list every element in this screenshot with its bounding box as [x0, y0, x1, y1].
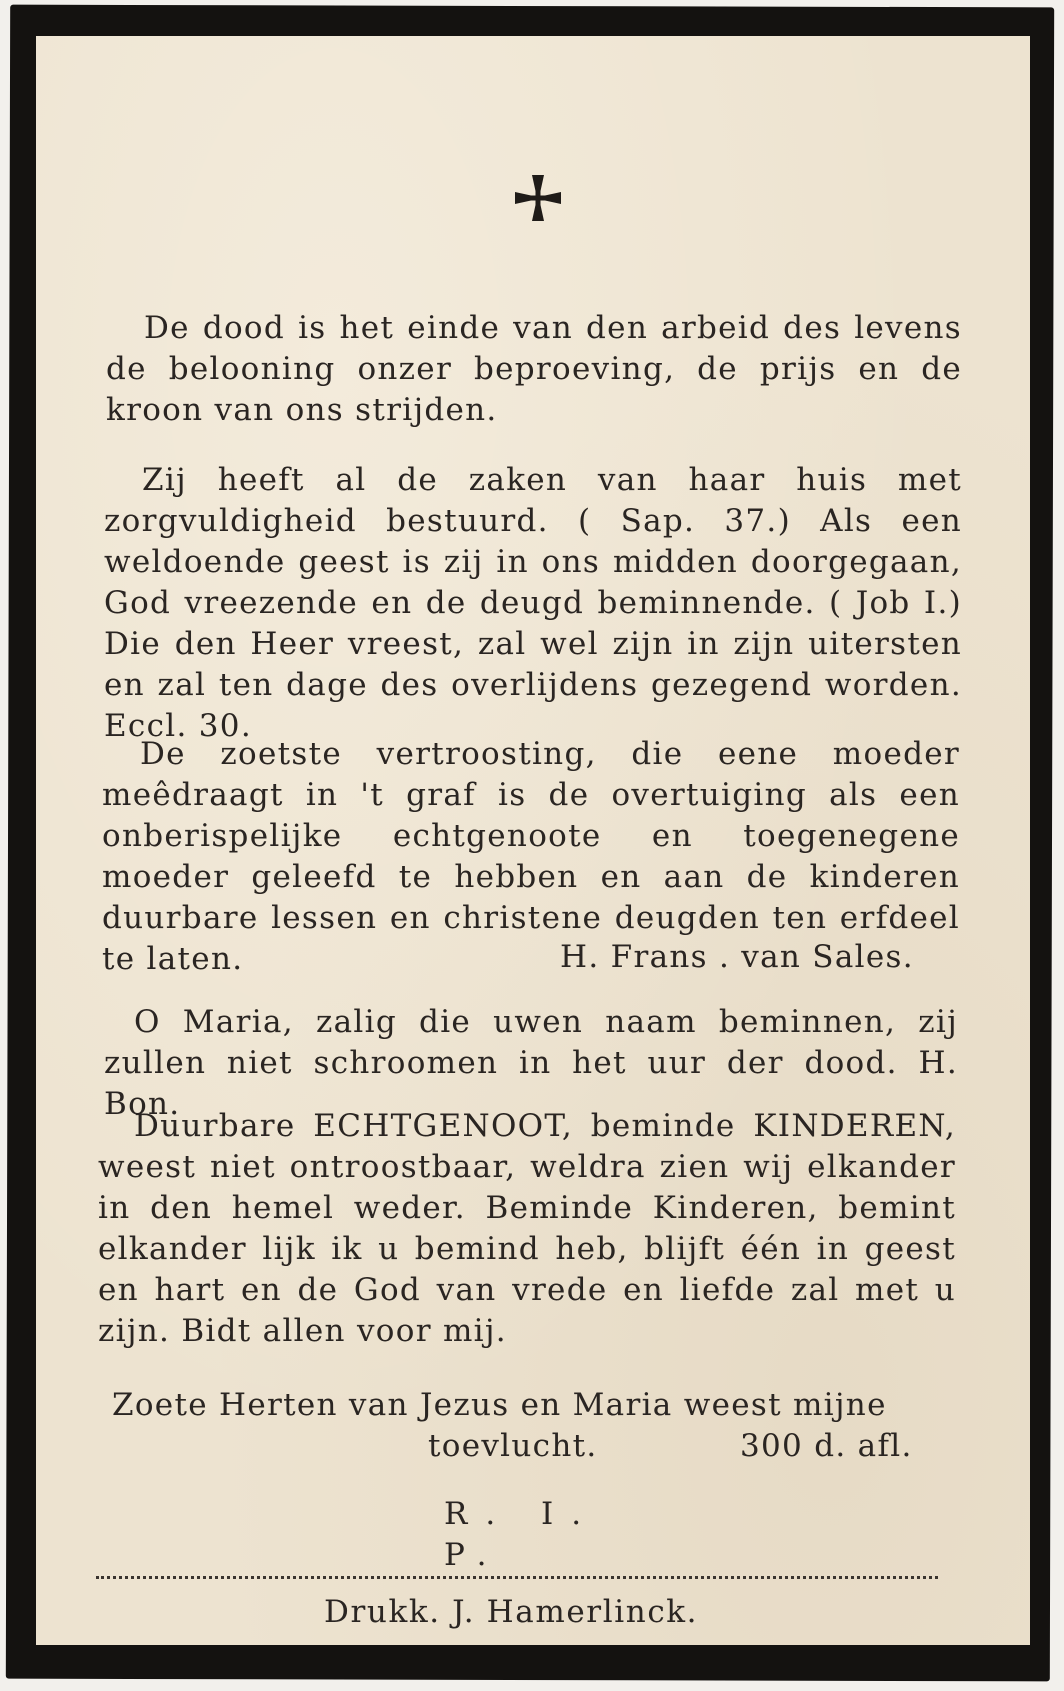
- rip-inscription: R. I. P.: [444, 1496, 600, 1573]
- attribution-francis-de-sales: H. Frans . van Sales.: [560, 939, 914, 975]
- paragraph-farewell-to-family: Duurbare ECHTGENOOT, beminde KINDEREN, weest niet ontroostbaar, weldra zien wij elkander in den hemel weder. Beminde Kinderen, bemint elkander lijk ik u bemind heb, blijft één in geest en hart en de God van vrede en liefde zal met u zijn. Bidt allen voor mij.: [98, 1108, 956, 1349]
- invocation-toevlucht: toevlucht.: [428, 1428, 598, 1464]
- dotted-divider: [96, 1576, 938, 1579]
- paragraph-death-end-of-labour: De dood is het einde van den arbeid des levens de belooning onzer beproeving, de prijs en de kroon van ons strijden.: [106, 310, 962, 428]
- invocation-sacred-hearts: Zoete Herten van Jezus en Maria weest mijne: [112, 1387, 887, 1423]
- invocation-continuation: [428, 1426, 948, 1467]
- paragraph-mother-consolation: De zoetste vertroosting, die eene moeder meêdraagt in 't graf is de overtuiging als een onberispelijke echtgenoote en toegenegene moeder geleefd te hebben en aan de kinderen duurbare lessen en christene deugden ten erfdeel te laten.: [102, 736, 960, 977]
- cross-pattee-icon: [512, 172, 564, 224]
- indulgence-days: 300 d. afl.: [740, 1428, 913, 1464]
- printer-credit: Drukk. J. Hamerlinck.: [324, 1594, 699, 1630]
- paragraph-household-virtue: Zij heeft al de zaken van haar huis met zorgvuldigheid bestuurd. ( Sap. 37.) Als een weldoende geest is zij in ons midden doorgegaan, God vreezende en de deugd beminnende. ( Job I.) Die den Heer vreest, zal wel zijn in zijn uitersten en zal ten dage des overlijdens gezegend worden. Eccl. 30.: [104, 462, 962, 744]
- paragraph-o-maria: O Maria, zalig die uwen naam beminnen, zij zullen niet schroomen in het uur der dood. H. Bon.: [104, 1004, 958, 1122]
